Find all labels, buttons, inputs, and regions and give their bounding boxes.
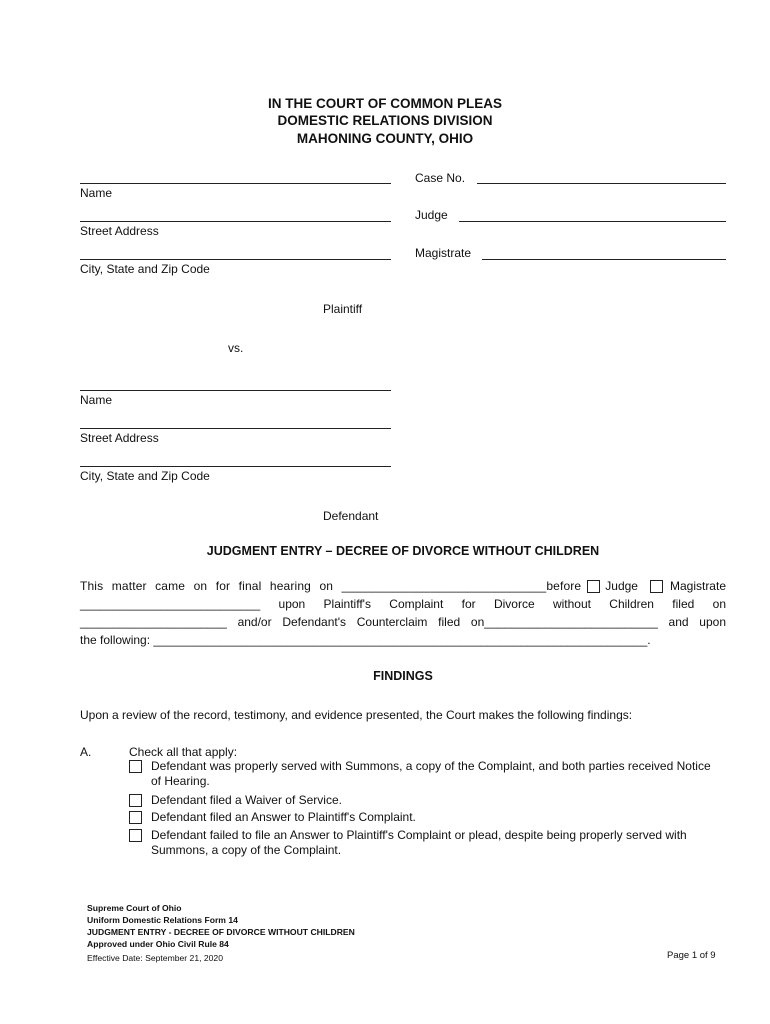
defendant-role-label: Defendant <box>323 509 379 523</box>
county-name: MAHONING COUNTY, OHIO <box>296 131 474 146</box>
finding-1-text: Defendant was properly served with Summons, a copy of the Complaint, and both parties received Notice of Hearing. <box>151 759 711 788</box>
plaintiff-name-label: Name <box>80 186 113 200</box>
footer-court: Supreme Court of Ohio <box>87 903 182 913</box>
magistrate-line[interactable] <box>482 259 726 260</box>
footer-effective-date: Effective Date: September 21, 2020 <box>87 953 223 963</box>
vs-label: vs. <box>228 341 244 355</box>
judge-line[interactable] <box>459 221 726 222</box>
case-no-line[interactable] <box>477 183 726 184</box>
plaintiff-name-line[interactable] <box>80 183 391 184</box>
page-number: Page 1 of 9 <box>667 950 716 961</box>
court-name: IN THE COURT OF COMMON PLEAS <box>268 96 502 111</box>
defendant-city-label: City, State and Zip Code <box>80 469 210 483</box>
magistrate-label: Magistrate <box>415 246 472 260</box>
finding-2-text: Defendant filed a Waiver of Service. <box>151 793 342 807</box>
magistrate-option-label: Magistrate <box>669 579 726 593</box>
judge-label: Judge <box>415 208 448 222</box>
findings-intro: Upon a review of the record, testimony, and evidence presented, the Court makes the following findings: <box>80 708 633 722</box>
division-name: DOMESTIC RELATIONS DIVISION <box>277 113 493 128</box>
footer-form-title: JUDGMENT ENTRY - DECREE OF DIVORCE WITHOUT CHILDREN <box>87 927 355 937</box>
defendant-street-label: Street Address <box>80 431 159 445</box>
hearing-line-2: ___________________________ upon Plaintiff's Complaint for Divorce without Children filed on <box>80 597 726 611</box>
plaintiff-city-label: City, State and Zip Code <box>80 262 210 276</box>
plaintiff-street-label: Street Address <box>80 224 159 238</box>
findings-heading: FINDINGS <box>373 669 433 683</box>
magistrate-checkbox[interactable] <box>650 580 663 593</box>
defendant-name-label: Name <box>80 393 113 407</box>
defendant-street-line[interactable] <box>80 428 391 429</box>
finding-4-checkbox[interactable] <box>129 829 142 842</box>
hearing-line-3: ______________________ and/or Defendant's Counterclaim filed on__________________________ and upon <box>80 615 726 629</box>
case-no-label: Case No. <box>415 171 466 185</box>
document-title: JUDGMENT ENTRY – DECREE OF DIVORCE WITHOUT CHILDREN <box>206 544 600 558</box>
plaintiff-city-line[interactable] <box>80 259 391 260</box>
check-all-label: Check all that apply: <box>129 745 238 759</box>
footer-form-number: Uniform Domestic Relations Form 14 <box>87 915 238 925</box>
footer-approval: Approved under Ohio Civil Rule 84 <box>87 939 229 949</box>
finding-3-checkbox[interactable] <box>129 811 142 824</box>
finding-3-text: Defendant filed an Answer to Plaintiff's Complaint. <box>151 810 416 824</box>
plaintiff-role-label: Plaintiff <box>323 302 363 316</box>
defendant-city-line[interactable] <box>80 466 391 467</box>
section-a-letter: A. <box>80 745 92 759</box>
finding-2-checkbox[interactable] <box>129 794 142 807</box>
finding-1-checkbox[interactable] <box>129 760 142 773</box>
hearing-line-1 <box>80 577 726 595</box>
defendant-name-line[interactable] <box>80 390 391 391</box>
finding-4-text: Defendant failed to file an Answer to Plaintiff's Complaint or plead, despite being properly served with Summons, a copy of the Complaint. <box>151 828 687 857</box>
hearing-line-4: the following: __________________________________________________________________________. <box>80 633 651 647</box>
judge-option-label: Judge <box>605 579 638 593</box>
plaintiff-street-line[interactable] <box>80 221 391 222</box>
hearing-line-1-text: This matter came on for final hearing on ______________________________before <box>80 579 582 593</box>
judge-checkbox[interactable] <box>587 580 600 593</box>
hearing-paragraph <box>80 577 726 649</box>
